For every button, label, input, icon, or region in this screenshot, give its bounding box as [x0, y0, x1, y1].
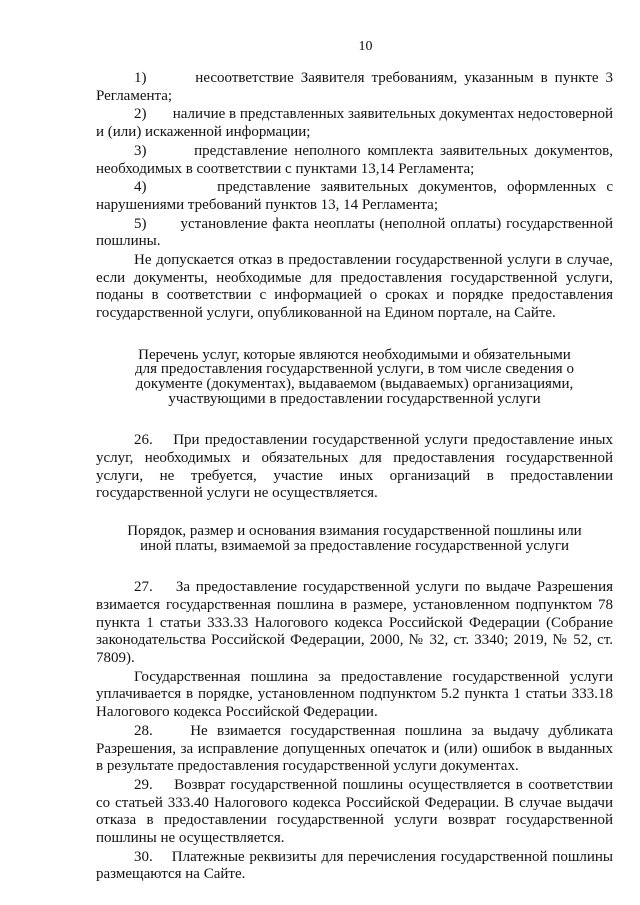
refusal-ground-3: 3) представление неполного комплекта заявительных документов, необходимых в соответствии с пунктами 13,14 Регламента; — [96, 142, 613, 177]
clause-30: 30. Платежные реквизиты для перечисления государственной пошлины размещаются на Сайте. — [96, 848, 613, 883]
refusal-ground-2: 2) наличие в представленных заявительных документах недостоверной и (или) искаженной информации; — [96, 106, 614, 141]
section-heading-state-fee: Порядок, размер и основания взимания государственной пошлины или иной платы, взимаемой за предоставление государственной услуги — [127, 523, 582, 554]
section-heading-required-services: Перечень услуг, которые являются необходимыми и обязательными для предоставления государственной услуги, в том числе сведения о документе (документах), выдаваемом (выдаваемых) организациями, участвующими в предоставлении государственной услуги — [135, 346, 574, 407]
clause-29: 29. Возврат государственной пошлины осуществляется в соответствии со статьей 333.40 Налогового кодекса Российской Федерации. В случае выдачи отказа в предоставлении государственной услуги возврат государственной пошлины не осуществляется. — [96, 776, 613, 847]
fee-payment-paragraph: Государственная пошлина за предоставление государственной услуги уплачивается в порядке, установленном подпунктом 5.2 пункта 1 статьи 333.18 Налогового кодекса Российской Федерации. — [96, 668, 613, 721]
clause-26: 26. При предоставлении государственной услуги предоставление иных услуг, необходимых и обязательных для предоставления государственной услуги, не требуется, участие иных организаций в предоставлении государственной услуги не осуществляется. — [96, 432, 613, 502]
page-number: 10 — [358, 39, 373, 54]
clause-27: 27. За предоставление государственной услуги по выдаче Разрешения взимается государственная пошлина в размере, установленном подпунктом 78 пункта 1 статьи 333.33 Налогового кодекса Российской Федерации (Собрание законодательства Российской Федерации, 2000, № 32, ст. 3340; 2019, № 52, ст. 7809). — [96, 579, 613, 667]
refusal-ground-1: 1) несоответствие Заявителя требованиям, указанным в пункте 3 Регламента; — [96, 70, 613, 104]
refusal-ground-5: 5) установление факта неоплаты (неполной оплаты) государственной пошлины. — [96, 215, 613, 250]
refusal-not-allowed-paragraph: Не допускается отказ в предоставлении государственной услуги в случае, если документы, необходимые для предоставления государственной услуги, поданы в соответствии с информацией о сроках и порядке предоставления государственной услуги, опубликованной на Едином портале, на Сайте. — [96, 252, 613, 322]
refusal-ground-4: 4) представление заявительных документов, оформленных с нарушениями требований пунктов 13, 14 Регламента; — [96, 179, 613, 213]
document-page — [96, 38, 613, 885]
clause-28: 28. Не взимается государственная пошлина за выдачу дубликата Разрешения, за исправление допущенных опечаток и (или) ошибок в выданных в результате предоставления государственной услуги документах. — [96, 722, 613, 775]
